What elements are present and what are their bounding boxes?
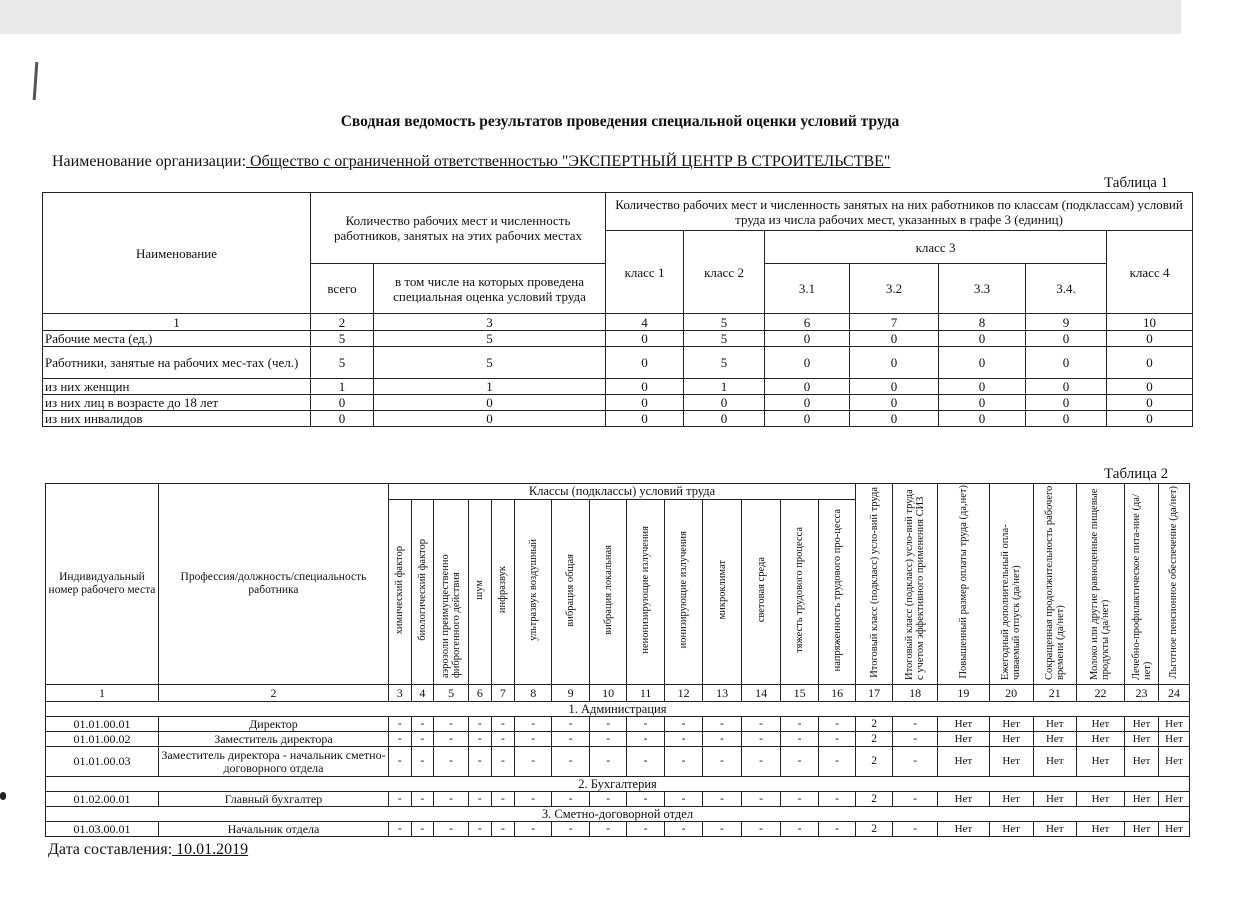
t2-factor-value: - (819, 732, 856, 747)
t1-data-row (43, 331, 1193, 347)
t1-header-group-b: Количество рабочих мест и численность занятых на них работников по классам (подклассам) условий труда из числа рабочих мест, указанных в графе 3 (единиц) (606, 193, 1193, 231)
t2-final-class-siz-value: - (893, 747, 938, 777)
t1-value: 0 (850, 411, 939, 427)
organization-line (52, 153, 890, 171)
t2-header-row-1 (46, 484, 1190, 500)
t2-factor-value: - (491, 747, 515, 777)
t2-factor-value: - (491, 792, 515, 807)
t1-header-class4: класс 4 (1107, 231, 1193, 314)
t2-column-number: 1 (46, 685, 159, 702)
t1-value: 0 (939, 395, 1026, 411)
t2-factor-value: - (469, 732, 492, 747)
t2-factor-value: - (742, 792, 781, 807)
organization-value: Общество с ограниченной ответственностью "ЭКСПЕРТНЫЙ ЦЕНТР В СТРОИТЕЛЬСТВЕ" (246, 153, 891, 170)
t2-factor-value: - (819, 822, 856, 837)
t1-value: 5 (374, 347, 606, 379)
t1-value: 0 (1107, 347, 1193, 379)
t1-value: 0 (1026, 395, 1107, 411)
t1-value: 0 (850, 395, 939, 411)
t1-data-row (43, 395, 1193, 411)
t2-factor-value: - (515, 792, 552, 807)
t1-column-number: 8 (939, 314, 1026, 331)
t2-factor-value: - (411, 717, 434, 732)
t2-column-number: 9 (552, 685, 590, 702)
t2-factor-value: - (703, 732, 742, 747)
t1-value: 5 (684, 331, 765, 347)
t2-factor-value: - (515, 732, 552, 747)
t1-row-name: из них лиц в возрасте до 18 лет (43, 395, 311, 411)
t2-header-extra-text: Повышенный размер оплаты труда (да,нет) (957, 485, 969, 679)
t2-factor-value: - (434, 732, 469, 747)
t2-header-extra (1076, 484, 1124, 685)
t2-group-title: 3. Сметно-договорной отдел (46, 807, 1190, 822)
organization-label: Наименование организации: (52, 153, 247, 170)
t2-factor-value: - (627, 822, 665, 837)
t2-header-final-class-siz (893, 484, 938, 685)
t2-header-factor-text: химический фактор (394, 545, 406, 635)
t2-factor-value: - (388, 717, 411, 732)
t2-column-number: 7 (491, 685, 515, 702)
document-title: Сводная ведомость результатов проведения специальной оценки условий труда (340, 113, 900, 130)
t2-header-extra-text: Льготное пенсионное обеспечение (да/нет) (1168, 485, 1180, 679)
t2-factor-value: - (627, 717, 665, 732)
t1-value: 0 (311, 395, 374, 411)
t2-extra-value: Нет (989, 792, 1033, 807)
t2-factor-value: - (469, 792, 492, 807)
t2-final-class-siz-value: - (893, 732, 938, 747)
t2-header-factor-text: тяжесть трудового процесса (794, 527, 806, 653)
t2-final-class-value: 2 (856, 717, 893, 732)
t1-value: 0 (606, 379, 684, 395)
t2-factor-value: - (742, 717, 781, 732)
t2-header-final-class (856, 484, 893, 685)
t1-value: 0 (1026, 411, 1107, 427)
t1-column-number: 5 (684, 314, 765, 331)
t2-extra-value: Нет (938, 717, 989, 732)
t2-factor-value: - (434, 792, 469, 807)
t2-factor-value: - (515, 717, 552, 732)
t2-row-name: Заместитель директора - начальник сметно-договорного отдела (158, 747, 388, 777)
t2-extra-value: Нет (1158, 732, 1189, 747)
t2-factor-value: - (819, 717, 856, 732)
t1-row-name: Работники, занятые на рабочих мес-тах (чел.) (43, 347, 311, 379)
t2-final-class-value: 2 (856, 792, 893, 807)
t2-header-extra (938, 484, 989, 685)
t2-column-number: 8 (515, 685, 552, 702)
t1-header-class3: класс 3 (765, 231, 1107, 264)
t1-column-number: 1 (43, 314, 311, 331)
t2-column-number: 16 (819, 685, 856, 702)
t1-header-total: всего (311, 264, 374, 314)
t1-header-sub: 3.1 (765, 264, 850, 314)
t2-header-factor (742, 500, 781, 685)
t1-column-number: 3 (374, 314, 606, 331)
t1-header-class1: класс 1 (606, 231, 684, 314)
t1-header-class2: класс 2 (684, 231, 765, 314)
t2-extra-value: Нет (1033, 822, 1076, 837)
t1-value: 0 (606, 411, 684, 427)
t1-value: 1 (311, 379, 374, 395)
t2-factor-value: - (469, 747, 492, 777)
t2-factor-value: - (665, 792, 703, 807)
t2-header-factor (552, 500, 590, 685)
t2-factor-value: - (590, 747, 627, 777)
t2-row-id: 01.02.00.01 (46, 792, 159, 807)
t2-header-factor (819, 500, 856, 685)
table2-label: Таблица 2 (1104, 466, 1169, 482)
t2-row-name: Начальник отдела (158, 822, 388, 837)
t2-factor-value: - (627, 792, 665, 807)
t1-header-sub: 3.3 (939, 264, 1026, 314)
t2-group-row (46, 807, 1190, 822)
t2-column-number: 3 (388, 685, 411, 702)
t2-header-factor (781, 500, 819, 685)
t2-factor-value: - (665, 732, 703, 747)
t2-factor-value: - (552, 732, 590, 747)
t2-extra-value: Нет (1076, 747, 1124, 777)
t2-header-factor (665, 500, 703, 685)
t2-data-row (46, 717, 1190, 732)
t2-header-factor-text: вибрация локальная (602, 545, 614, 635)
t2-row-id: 01.01.00.02 (46, 732, 159, 747)
t2-column-number: 13 (703, 685, 742, 702)
t1-value: 0 (850, 347, 939, 379)
t2-factor-value: - (665, 717, 703, 732)
t2-header-factor-text: микроклимат (716, 560, 728, 620)
t1-data-row (43, 347, 1193, 379)
t2-header-extra (1158, 484, 1189, 685)
table2 (45, 483, 1190, 837)
t2-header-factor-text: шум (474, 580, 486, 600)
t1-value: 0 (606, 395, 684, 411)
t2-factor-value: - (781, 822, 819, 837)
t1-column-number: 7 (850, 314, 939, 331)
t2-number-row (46, 685, 1190, 702)
t2-extra-value: Нет (1076, 732, 1124, 747)
t1-value: 0 (939, 411, 1026, 427)
t2-column-number: 15 (781, 685, 819, 702)
t2-column-number: 19 (938, 685, 989, 702)
t2-factor-value: - (411, 822, 434, 837)
t2-factor-value: - (491, 822, 515, 837)
t2-factor-value: - (703, 822, 742, 837)
t1-header-sub: 3.4. (1026, 264, 1107, 314)
t2-extra-value: Нет (1076, 717, 1124, 732)
t2-header-factor-text: инфразвук (497, 566, 509, 614)
t2-extra-value: Нет (1076, 792, 1124, 807)
t1-column-number: 4 (606, 314, 684, 331)
t1-value: 0 (1026, 347, 1107, 379)
t2-factor-value: - (742, 822, 781, 837)
t2-header-factor-text: аэрозоли преимущественно фиброгенного действия (440, 554, 463, 678)
t2-header-extra-text: Ежегодный дополнительный опла-чиваемый отпуск (да/нет) (1000, 524, 1023, 680)
t2-factor-value: - (434, 747, 469, 777)
t2-header-extra-text: Молоко или другие равноценные пищевые продукты (да/нет) (1089, 488, 1112, 680)
t2-header-factor (515, 500, 552, 685)
t1-value: 5 (684, 347, 765, 379)
t2-header-factor-text: световая среда (755, 557, 767, 623)
t2-factor-value: - (627, 747, 665, 777)
t1-value: 0 (1107, 331, 1193, 347)
t2-factor-value: - (411, 732, 434, 747)
t2-factor-value: - (742, 747, 781, 777)
t2-factor-value: - (434, 717, 469, 732)
t1-value: 0 (1026, 379, 1107, 395)
t2-data-row (46, 732, 1190, 747)
t1-value: 0 (311, 411, 374, 427)
scan-dot (0, 792, 6, 800)
t1-header-name: Наименование (43, 193, 311, 314)
t2-factor-value: - (552, 747, 590, 777)
t2-header-extra-text: Лечебно-профилактическое пита-ние (да/нет) (1130, 494, 1153, 680)
t2-row-id: 01.01.00.03 (46, 747, 159, 777)
t2-column-number: 11 (627, 685, 665, 702)
t1-value: 0 (374, 395, 606, 411)
t2-row-name: Главный бухгалтер (158, 792, 388, 807)
t2-column-number: 14 (742, 685, 781, 702)
t2-factor-value: - (590, 717, 627, 732)
t2-column-number: 2 (158, 685, 388, 702)
t2-factor-value: - (491, 732, 515, 747)
t2-extra-value: Нет (989, 822, 1033, 837)
t2-final-class-value: 2 (856, 822, 893, 837)
t2-extra-value: Нет (1125, 822, 1159, 837)
t1-value: 5 (374, 331, 606, 347)
t1-value: 1 (684, 379, 765, 395)
t2-extra-value: Нет (1125, 717, 1159, 732)
t2-header-final-class-siz-text: Итоговый класс (подкласс) усло-вий труда с учетом эффективного применения СИЗ (904, 489, 927, 680)
t2-header-factor-text: биологический фактор (416, 539, 428, 641)
t2-factor-value: - (703, 747, 742, 777)
t2-factor-value: - (742, 732, 781, 747)
t2-header-factor (434, 500, 469, 685)
t2-factor-value: - (781, 792, 819, 807)
t2-extra-value: Нет (1158, 822, 1189, 837)
t1-value: 5 (311, 347, 374, 379)
t2-final-class-value: 2 (856, 747, 893, 777)
t2-final-class-siz-value: - (893, 717, 938, 732)
t2-header-factor-text: напряженность трудового про-цесса (831, 508, 843, 672)
t1-value: 0 (939, 347, 1026, 379)
t2-extra-value: Нет (938, 732, 989, 747)
t2-header-factor (411, 500, 434, 685)
t2-column-number: 18 (893, 685, 938, 702)
t2-extra-value: Нет (989, 747, 1033, 777)
t2-header-final-class-text: Итоговый класс (подкласс) усло-вий труда (868, 486, 880, 678)
t2-factor-value: - (781, 747, 819, 777)
t1-value: 0 (850, 379, 939, 395)
t2-extra-value: Нет (938, 792, 989, 807)
t2-factor-value: - (469, 717, 492, 732)
t2-factor-value: - (388, 732, 411, 747)
t2-extra-value: Нет (938, 822, 989, 837)
t2-header-id: Индивидуальный номер рабочего места (46, 484, 159, 685)
t2-factor-value: - (703, 717, 742, 732)
t2-header-extra-text: Сокращенная продолжительность рабочего времени (да/нет) (1043, 485, 1066, 680)
t1-value: 0 (850, 331, 939, 347)
t2-factor-value: - (627, 732, 665, 747)
t2-header-extra (989, 484, 1033, 685)
t2-header-classes: Классы (подклассы) условий труда (388, 484, 855, 500)
t1-row-name: из них инвалидов (43, 411, 311, 427)
t2-extra-value: Нет (1158, 792, 1189, 807)
t1-row-name: Рабочие места (ед.) (43, 331, 311, 347)
t2-column-number: 22 (1076, 685, 1124, 702)
t1-value: 0 (939, 379, 1026, 395)
t2-factor-value: - (491, 717, 515, 732)
t2-column-number: 10 (590, 685, 627, 702)
t2-factor-value: - (781, 732, 819, 747)
scan-edge-mark (33, 62, 39, 100)
t2-header-extra (1125, 484, 1159, 685)
t1-value: 0 (765, 379, 850, 395)
t2-extra-value: Нет (1033, 732, 1076, 747)
t2-data-row (46, 822, 1190, 837)
t1-column-number: 6 (765, 314, 850, 331)
t2-extra-value: Нет (938, 747, 989, 777)
t2-header-factor (469, 500, 492, 685)
t2-factor-value: - (388, 822, 411, 837)
t2-factor-value: - (819, 792, 856, 807)
t2-factor-value: - (469, 822, 492, 837)
t1-value: 5 (311, 331, 374, 347)
t2-column-number: 17 (856, 685, 893, 702)
t2-extra-value: Нет (1158, 747, 1189, 777)
t2-column-number: 21 (1033, 685, 1076, 702)
t1-value: 0 (684, 395, 765, 411)
t2-group-row (46, 777, 1190, 792)
t2-row-name: Заместитель директора (158, 732, 388, 747)
t2-header-factor-text: вибрация общая (565, 553, 577, 627)
t2-row-id: 01.03.00.01 (46, 822, 159, 837)
t2-extra-value: Нет (1033, 792, 1076, 807)
t2-header-factor-text: ультразвук воздушный (527, 539, 539, 641)
t2-factor-value: - (388, 792, 411, 807)
t2-extra-value: Нет (1125, 732, 1159, 747)
t2-group-title: 1. Администрация (46, 702, 1190, 717)
t2-extra-value: Нет (1033, 717, 1076, 732)
t2-extra-value: Нет (1076, 822, 1124, 837)
t1-value: 0 (606, 347, 684, 379)
t2-factor-value: - (590, 822, 627, 837)
t1-column-number: 9 (1026, 314, 1107, 331)
t2-extra-value: Нет (989, 717, 1033, 732)
t2-column-number: 20 (989, 685, 1033, 702)
t2-extra-value: Нет (1033, 747, 1076, 777)
table1-label: Таблица 1 (1104, 175, 1169, 191)
t1-value: 0 (1107, 379, 1193, 395)
t2-factor-value: - (552, 717, 590, 732)
t2-factor-value: - (781, 717, 819, 732)
t2-header-factor-text: неионизирующие излучения (640, 526, 652, 654)
t2-column-number: 6 (469, 685, 492, 702)
t2-final-class-siz-value: - (893, 822, 938, 837)
t2-header-factor (491, 500, 515, 685)
t2-factor-value: - (411, 747, 434, 777)
t1-column-number: 10 (1107, 314, 1193, 331)
t2-factor-value: - (515, 822, 552, 837)
t1-data-row (43, 411, 1193, 427)
t1-value: 0 (765, 347, 850, 379)
t2-extra-value: Нет (1125, 747, 1159, 777)
t2-group-row (46, 702, 1190, 717)
t1-row-name: из них женщин (43, 379, 311, 395)
t2-header-profession: Профессия/должность/специальность работника (158, 484, 388, 685)
t1-header-row-1 (43, 193, 1193, 231)
t2-group-title: 2. Бухгалтерия (46, 777, 1190, 792)
t2-factor-value: - (665, 822, 703, 837)
t2-header-extra (1033, 484, 1076, 685)
t1-value: 0 (374, 411, 606, 427)
t1-value: 0 (1107, 395, 1193, 411)
t1-header-sub: 3.2 (850, 264, 939, 314)
t2-column-number: 4 (411, 685, 434, 702)
t1-header-assessed: в том числе на которых проведена специальная оценка условий труда (374, 264, 606, 314)
t2-data-row (46, 792, 1190, 807)
date-value: 10.01.2019 (172, 841, 249, 858)
t2-header-factor (627, 500, 665, 685)
t1-value: 0 (684, 411, 765, 427)
t1-value: 0 (765, 395, 850, 411)
t1-value: 0 (765, 331, 850, 347)
t2-header-factor (703, 500, 742, 685)
t2-factor-value: - (552, 822, 590, 837)
t1-value: 0 (1107, 411, 1193, 427)
t2-extra-value: Нет (1158, 717, 1189, 732)
t2-extra-value: Нет (1125, 792, 1159, 807)
t1-header-group-a: Количество рабочих мест и численность работников, занятых на этих рабочих местах (311, 193, 606, 264)
table1 (42, 192, 1193, 427)
t2-factor-value: - (665, 747, 703, 777)
t2-factor-value: - (411, 792, 434, 807)
t2-header-factor (388, 500, 411, 685)
t2-row-name: Директор (158, 717, 388, 732)
t1-number-row (43, 314, 1193, 331)
t1-value: 0 (606, 331, 684, 347)
t2-column-number: 24 (1158, 685, 1189, 702)
t1-column-number: 2 (311, 314, 374, 331)
t1-value: 0 (939, 331, 1026, 347)
t2-column-number: 23 (1125, 685, 1159, 702)
t2-extra-value: Нет (989, 732, 1033, 747)
t1-value: 1 (374, 379, 606, 395)
date-label: Дата составления: (48, 841, 173, 858)
t2-factor-value: - (703, 792, 742, 807)
t2-factor-value: - (590, 732, 627, 747)
date-line (48, 841, 248, 859)
t2-factor-value: - (819, 747, 856, 777)
t2-header-factor-text: ионизирующие излучения (678, 531, 690, 649)
t2-column-number: 5 (434, 685, 469, 702)
t1-value: 0 (1026, 331, 1107, 347)
t2-factor-value: - (515, 747, 552, 777)
scan-top-edge (0, 0, 1181, 34)
t2-column-number: 12 (665, 685, 703, 702)
t2-factor-value: - (590, 792, 627, 807)
t2-factor-value: - (434, 822, 469, 837)
t2-final-class-siz-value: - (893, 792, 938, 807)
t2-factor-value: - (388, 747, 411, 777)
t2-final-class-value: 2 (856, 732, 893, 747)
t1-value: 0 (765, 411, 850, 427)
t2-row-id: 01.01.00.01 (46, 717, 159, 732)
t2-data-row (46, 747, 1190, 777)
t1-data-row (43, 379, 1193, 395)
t2-factor-value: - (552, 792, 590, 807)
t2-header-factor (590, 500, 627, 685)
